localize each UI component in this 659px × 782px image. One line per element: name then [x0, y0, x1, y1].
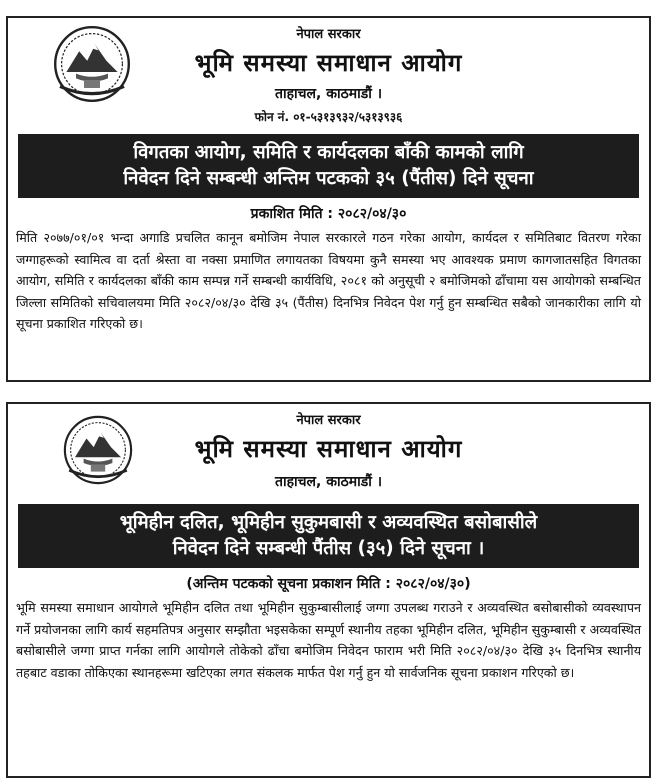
government-label: नेपाल सरकार — [296, 413, 361, 428]
headline-line-2: निवेदन दिने सम्बन्धी पैंतीस (३५) दिने सूचना । — [172, 538, 485, 559]
address: ताहाचल, काठमाडौं । — [274, 86, 383, 102]
notice-1-headline — [18, 134, 639, 198]
notice-2-header — [8, 404, 649, 500]
organization-title: भूमि समस्या समाधान आयोग — [194, 49, 463, 77]
notice-1-header — [8, 18, 649, 126]
organization-title: भूमि समस्या समाधान आयोग — [194, 435, 463, 463]
notice-2 — [6, 402, 651, 778]
headline-line-1: भूमिहीन दलित, भूमिहीन सुकुमबासी र अव्यवस्थित बसोबासीले — [119, 512, 538, 533]
headline-line-1: विगतका आयोग, समिति र कार्यदलका बाँकी कामको लागि — [133, 142, 524, 163]
notice-2-body: भूमि समस्या समाधान आयोगले भूमिहीन दलित तथा भूमिहीन सुकुम्बासीलाई जग्गा उपलब्ध गराउने र अव्यवस्थित बसोबासीको व्यवस्थापन गर्ने प्रयोजनका लागि कार्य सहमतिपत्र अनुसार सम्झौता भइसकेका सम्पूर्ण स्थानीय तहका भूमिहीन दलित, भूमिहीन सुकुम्बासी र अव्यवस्थित बसोबासीले जग्गा प्राप्त गर्नका लागि आयोगले तोकेको ढाँचा बमोजिम निवेदन फाराम भरी मिति २०८२/०४/३० देखि ३५ दिनभित्र स्थानीय तहबाट वडाका तोकिएका स्थानहरूमा खटिएका लगत संकलक मार्फत पेश गर्नु हुन यो सार्वजनिक सूचना प्रकाशन गरिएको छ। — [16, 600, 641, 680]
notice-1 — [6, 16, 651, 382]
notice-1-body: मिति २०७७/०१/०१ भन्दा अगाडि प्रचलित कानून बमोजिम नेपाल सरकारले गठन गरेका आयोग, कार्यदल र समितिबाट वितरण गरेका जग्गाहरूको स्वामित्व वा दर्ता श्रेस्ता वा नक्सा प्रमाणित लगायतका विषयमा कुनै समस्या भए आवश्यक प्रमाण कागजातसहित विगतका आयोग, समिति र कार्यदलका बाँकी काम सम्पन्न गर्ने सम्बन्धी कार्यविधि, २०८१ को अनुसूची २ बमोजिमको ढाँचामा यस आयोगको सम्बन्धित जिल्ला समितिको सचिवालयमा मिति २०८२/०४/३० देखि ३५ (पैंतीस) दिनभित्र निवेदन पेश गर्नु हुन सम्बन्धित सबैको जानकारीका लागि यो सूचना प्रकाशित गरिएको छ। — [16, 230, 641, 331]
government-label: नेपाल सरकार — [296, 27, 361, 42]
notice-2-headline — [18, 504, 639, 568]
headline-line-2: निवेदन दिने सम्बन्धी अन्तिम पटकको ३५ (पैंतीस) दिने सूचना — [123, 168, 534, 189]
address: ताहाचल, काठमाडौं । — [274, 474, 383, 490]
phone-number: फोन नं. ०१-५३१३९३२/५३१३९३६ — [254, 110, 403, 124]
publish-date: (अन्तिम पटकको सूचना प्रकाशन मिति : २०८२/०४/३०) — [186, 576, 471, 592]
publish-date: प्रकाशित मिति : २०८२/०४/३० — [250, 206, 407, 222]
